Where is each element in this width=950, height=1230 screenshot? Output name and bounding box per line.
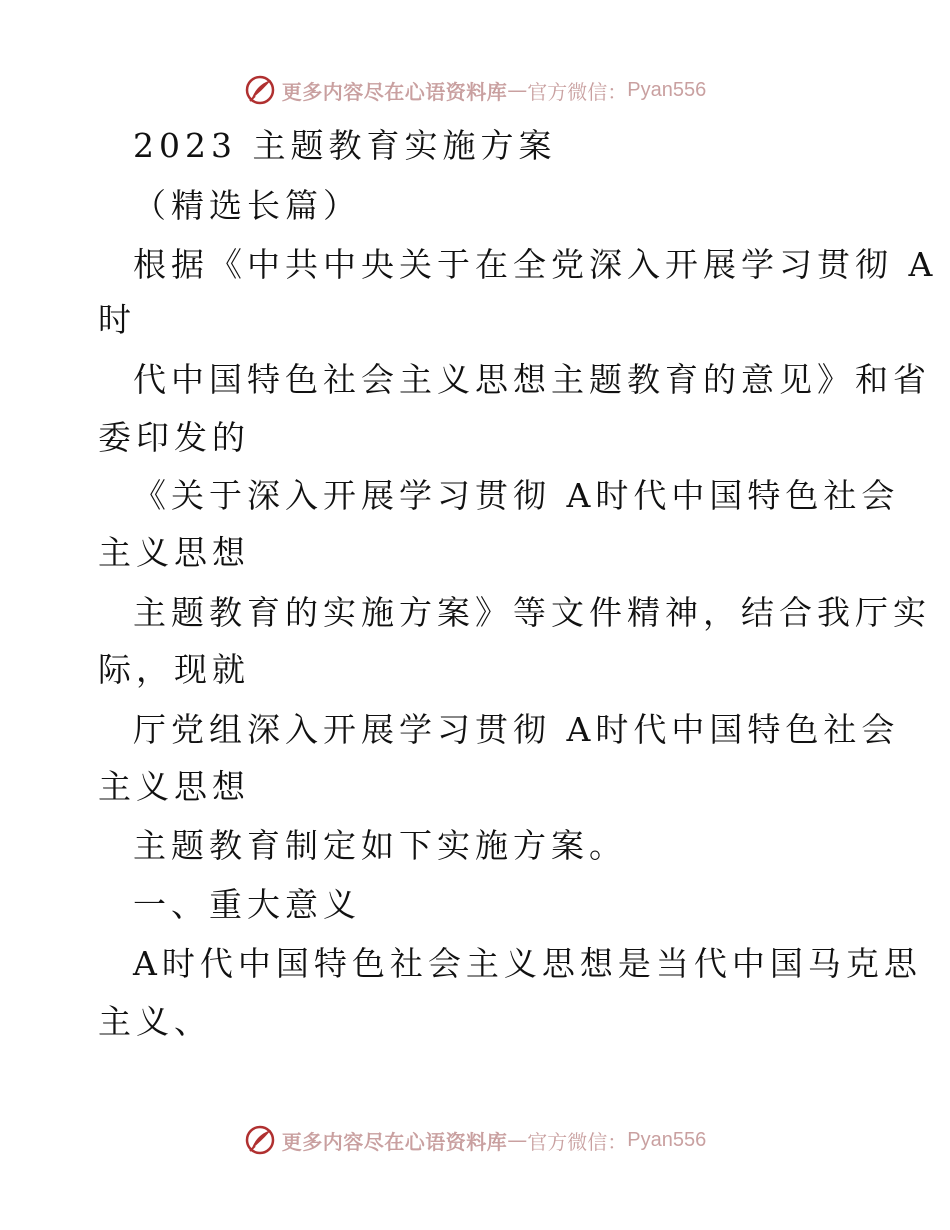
banner-text: 更多内容尽在心语资料库	[281, 1129, 508, 1154]
document-subtitle: （精选长篇）	[133, 186, 361, 225]
paragraph-line: 《关于深入开展学习贯彻 A时代中国特色社会	[133, 476, 900, 515]
paragraph-line: 主义思想	[98, 767, 250, 806]
paragraph-line: 主义、	[98, 1002, 212, 1041]
paragraph-line: 代中国特色社会主义思想主题教育的意见》和省	[133, 360, 931, 399]
quill-logo-icon	[244, 1124, 276, 1156]
paragraph-line: 主题教育制定如下实施方案。	[133, 826, 627, 865]
paragraph-line: 主题教育的实施方案》等文件精神，结合我厅实	[133, 593, 931, 632]
paragraph-line: 委印发的	[98, 418, 250, 457]
paragraph-line: 根据《中共中央关于在全党深入开展学习贯彻 A	[133, 245, 938, 284]
banner-wechat-label: 官方微信：	[527, 79, 628, 104]
header-banner	[0, 70, 950, 110]
paragraph-line: 主义思想	[98, 533, 250, 572]
section-heading: 一、重大意义	[133, 885, 361, 924]
paragraph-line: 厅党组深入开展学习贯彻 A时代中国特色社会	[133, 710, 900, 749]
banner-separator: —	[507, 78, 528, 102]
banner-wechat-label: 官方微信：	[527, 1129, 628, 1154]
footer-banner	[0, 1120, 950, 1160]
banner-wechat-id: Pyan556	[627, 78, 707, 101]
paragraph-line: 际，现就	[98, 650, 250, 689]
paragraph-line: 时	[98, 300, 136, 339]
paragraph-line: A时代中国特色社会主义思想是当代中国马克思	[133, 944, 922, 983]
document-title: 2023 主题教育实施方案	[133, 126, 557, 165]
quill-logo-icon	[244, 74, 276, 106]
banner-separator: —	[507, 1128, 528, 1152]
banner-text: 更多内容尽在心语资料库	[281, 79, 508, 104]
banner-wechat-id: Pyan556	[627, 1128, 707, 1151]
